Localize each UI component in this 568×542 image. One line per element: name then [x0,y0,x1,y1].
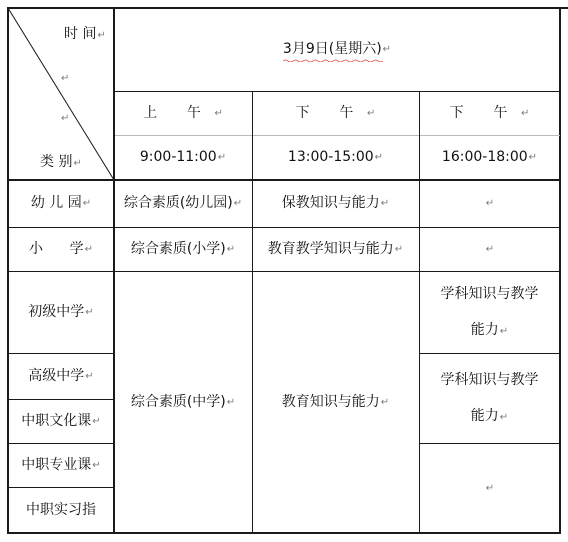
paragraph-mark-icon: ↵ [84,243,94,255]
grid-line-row-6 [7,487,114,488]
paragraph-mark-icon: ↵ [233,198,243,209]
paragraph-mark-icon: ↵ [380,198,390,209]
paragraph-mark-icon: ↵ [394,243,404,255]
subject-cell-kindergarten-am: 综合素质(幼儿园) ↵ [123,195,243,212]
paragraph-mark-icon: ↵ [226,243,236,255]
paragraph-mark-icon: ↵ [485,243,495,255]
paragraph-mark-icon: ↵ [374,152,384,163]
grid-line-col-2 [252,91,253,533]
paragraph-mark-icon: ↵ [214,107,223,119]
period-label-cell-3: 下 午 ↵ [449,104,530,121]
spellcheck-underline [283,59,383,62]
paragraph-mark-icon: ↵ [92,459,101,471]
grid-line-row-4 [7,399,114,400]
table-border-top [7,7,561,9]
empty-cell-primary-eve [419,227,560,271]
paragraph-mark-icon: ↵ [485,198,495,209]
grid-line-row-3-category [7,353,114,354]
category-cell-kindergarten: 幼 儿 园 ↵ [30,195,92,212]
paragraph-mark-icon: ↵ [97,30,106,41]
subject-line-1: 学科知识与教学 [440,371,539,388]
paragraph-mark-icon: ↵ [485,482,495,494]
period-label-cell-1: 上 午 ↵ [143,104,223,121]
paragraph-mark-icon: ↵ [73,158,82,169]
grid-line-period-middle [114,135,560,136]
corner-time-label: 时 间↵ [64,26,106,42]
subject-cell-junior-eve [419,271,560,353]
paragraph-mark-icon: ↵ [85,306,94,318]
subject-line-2: 能力↵ [470,322,509,338]
paragraph-mark-icon: ↵ [82,198,92,209]
grid-line-date-bottom [114,91,560,92]
grid-line-row-3-eve [419,353,560,354]
period-time-cell-3: 16:00-18:00 ↵ [441,149,538,166]
paragraph-mark-icon: ↵ [499,412,509,423]
date-text: 3月9日(星期六) [283,40,382,58]
paragraph-mark-icon: ↵ [528,152,538,163]
grid-line-row-5-eve [419,443,560,444]
subject-cell-primary-pm: 教育教学知识与能力 ↵ [267,240,404,257]
grid-line-row-5-category [7,443,114,444]
period-time-cell-2: 13:00-15:00 ↵ [287,149,384,166]
grid-line-row-2 [7,271,560,272]
paragraph-mark-icon: ↵ [61,113,70,124]
period-time-cell-1: 9:00-11:00 ↵ [139,149,227,166]
table-border-stub [560,7,568,9]
date-cell [114,8,560,91]
paragraph-mark-icon: ↵ [499,326,509,337]
subject-cell-kindergarten-pm: 保教知识与能力 ↵ [281,195,390,212]
paragraph-mark-icon: ↵ [226,396,236,408]
grid-line-col-3 [419,91,420,533]
empty-cell-vocational-eve [419,443,560,533]
empty-cell-kindergarten-eve [419,180,560,227]
subject-cell-secondary-pm: 教育知识与能力 ↵ [281,393,390,410]
paragraph-mark-icon: ↵ [217,152,227,163]
paragraph-mark-icon: ↵ [61,73,70,84]
paragraph-mark-icon: ↵ [520,107,530,119]
subject-line-1: 学科知识与教学 [440,285,539,302]
period-label-cell-2: 下 午 ↵ [295,104,376,121]
category-cell-vocational-culture: 中职文化课 ↵ [21,412,101,429]
corner-category-label: 类 别↵ [40,154,82,170]
paragraph-mark-icon: ↵ [382,44,392,55]
category-cell-vocational-practice: 中职实习指 [26,501,96,518]
subject-line-2: 能力↵ [470,408,509,424]
subject-cell-senior-eve [419,353,560,443]
paragraph-mark-icon: ↵ [85,370,94,382]
grid-line-header-bottom [7,179,561,181]
subject-cell-secondary-am: 综合素质(中学) ↵ [130,393,236,410]
paragraph-mark-icon: ↵ [380,396,390,408]
grid-line-category-right [113,7,115,534]
category-cell-senior: 高级中学 ↵ [28,367,94,384]
category-cell-primary: 小 学 ↵ [28,240,94,257]
subject-cell-primary-am: 综合素质(小学) ↵ [130,240,236,257]
grid-line-row-1 [7,227,560,228]
category-cell-vocational-major: 中职专业课 ↵ [21,456,101,473]
corner-diagonal-line [8,8,114,180]
category-cell-junior: 初级中学 ↵ [28,303,94,320]
table-border-bottom [7,532,561,534]
paragraph-mark-icon: ↵ [92,415,101,427]
paragraph-mark-icon: ↵ [366,107,376,119]
